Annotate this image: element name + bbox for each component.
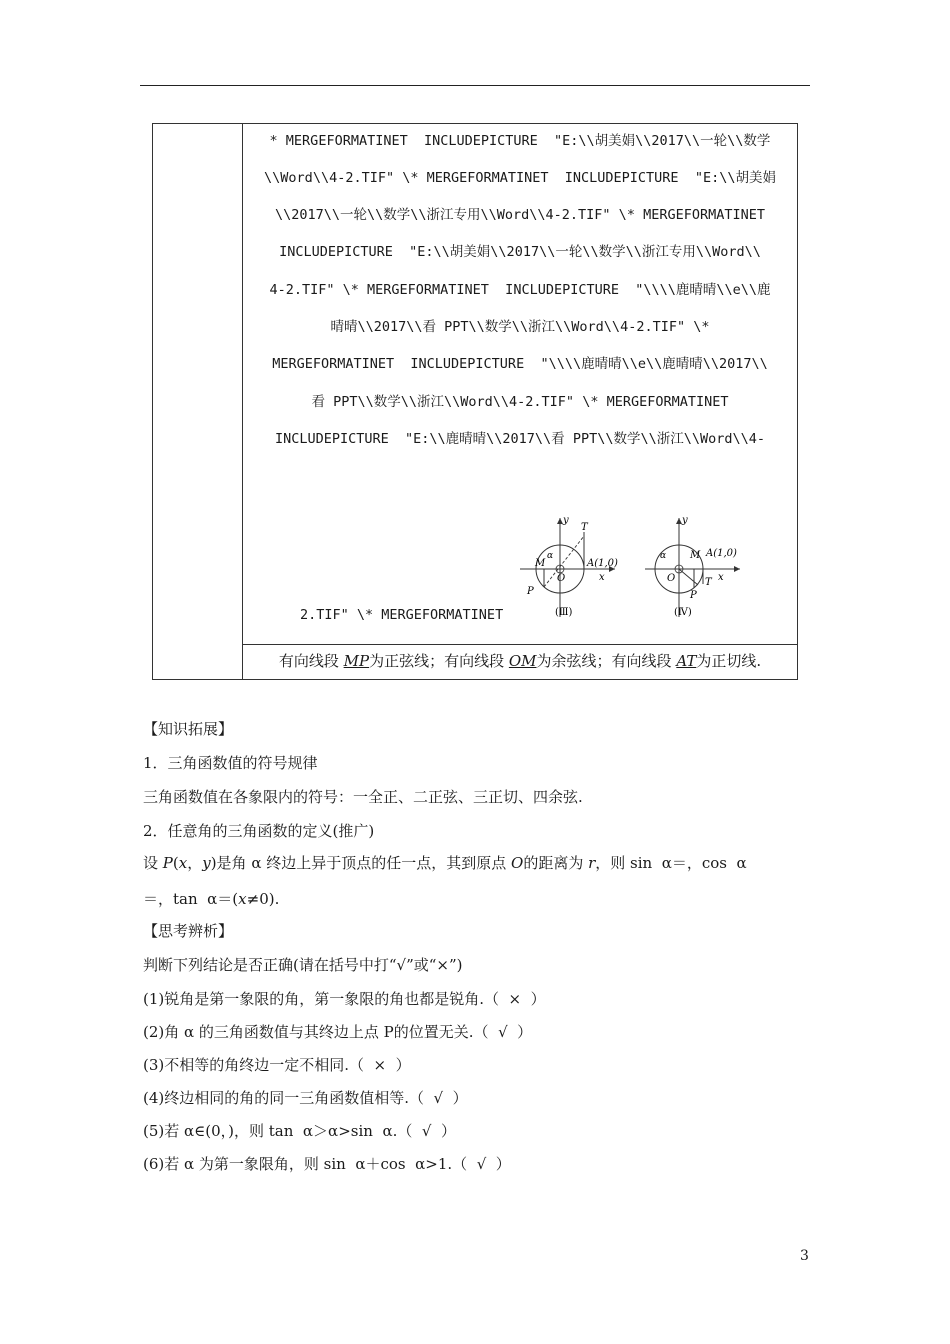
judgement-item: (2)角 α 的三角函数值与其终边上点 P的位置无关.（ √ ）	[143, 1023, 533, 1041]
field-code-line: 4-2.TIF" \* MERGEFORMATINET INCLUDEPICTURE "\\\\鹿晴晴\\e\\鹿	[269, 282, 771, 298]
text: 设	[143, 854, 163, 872]
unit-circle-figure-3	[515, 512, 625, 627]
unit-circle-figure-4	[640, 512, 750, 627]
point-m-label: M	[690, 550, 701, 561]
field-code-line: INCLUDEPICTURE "E:\\鹿晴晴\\2017\\看 PPT\\数学\\浙江\\Word\\4-	[274, 431, 765, 447]
section-title: 【知识拓展】	[143, 720, 234, 738]
table-caption	[240, 650, 800, 671]
field-code-line: 晴晴\\2017\\看 PPT\\数学\\浙江\\Word\\4-2.TIF" \*	[330, 319, 710, 335]
definition-line	[143, 888, 279, 909]
section-title: 【思考辨析】	[143, 922, 234, 940]
item-body: 三角函数值在各象限内的符号：一全正、二正弦、三正切、四余弦.	[143, 788, 583, 806]
point-t-label: T	[581, 522, 588, 533]
judgement-item: (5)若 α∈(0，)，则 tan α＞α>sin α.（ √ ）	[143, 1122, 456, 1140]
y-axis-label: y	[563, 515, 569, 526]
field-code-line: \\Word\\4-2.TIF" \* MERGEFORMATINET INCLUDEPICTURE "E:\\胡美娟	[264, 170, 776, 186]
point-m-label: M	[535, 558, 546, 569]
angle-alpha-label: α	[547, 551, 554, 561]
figure-label: (Ⅳ)	[674, 607, 692, 618]
field-code-tail: 2.TIF" \* MERGEFORMATINET	[300, 607, 504, 623]
item-title: 1．三角函数值的符号规律	[143, 754, 318, 772]
field-code-line: \\2017\\一轮\\数学\\浙江专用\\Word\\4-2.TIF" \* MERGEFORMATINET	[274, 207, 765, 223]
header-rule	[140, 85, 810, 86]
origin-label: O	[667, 573, 676, 584]
x-axis-label: x	[718, 572, 724, 583]
judgement-item: (1)锐角是第一象限的角，第一象限的角也都是锐角.（ × ）	[143, 990, 546, 1008]
text: 的距离为	[523, 854, 589, 872]
var-p: P	[162, 854, 173, 872]
origin-label: O	[557, 573, 566, 584]
judgement-item: (3)不相等的角终边一定不相同.（ × ）	[143, 1056, 411, 1074]
field-code-line: 看 PPT\\数学\\浙江\\Word\\4-2.TIF" \* MERGEFORMATINET	[311, 394, 729, 410]
caption-text: 有向线段	[278, 652, 344, 670]
field-code-line: MERGEFORMATINET INCLUDEPICTURE "\\\\鹿晴晴\\e\\鹿晴晴\\2017\\	[272, 356, 768, 372]
caption-text: 为正弦线；有向线段	[369, 652, 509, 670]
judge-intro: 判断下列结论是否正确(请在括号中打“√”或“×”)	[143, 956, 463, 974]
caption-text: 为余弦线；有向线段	[536, 652, 677, 670]
definition-line	[143, 852, 747, 873]
text: (	[172, 854, 179, 872]
var-o: O	[511, 854, 524, 872]
judgement-item: (4)终边相同的角的同一三角函数值相等.（ √ ）	[143, 1089, 468, 1107]
point-a-label: A(1,0)	[706, 548, 737, 559]
text: )是角 α 终边上异于顶点的任一点，其到原点	[210, 854, 511, 872]
page-number: 3	[800, 1248, 809, 1264]
caption-text: 为正切线.	[696, 652, 762, 670]
var-x: x	[238, 890, 247, 908]
field-code-line: * MERGEFORMATINET INCLUDEPICTURE "E:\\胡美娟\\2017\\一轮\\数学	[269, 133, 771, 149]
field-code-line: INCLUDEPICTURE "E:\\胡美娟\\2017\\一轮\\数学\\浙江专用\\Word\\	[279, 244, 761, 260]
point-t-label: T	[705, 577, 712, 588]
judgement-item: (6)若 α 为第一象限角，则 sin α＋cos α>1.（ √ ）	[143, 1155, 511, 1173]
text: ＝，tan α＝(	[143, 890, 239, 908]
figure-label: (Ⅲ)	[555, 607, 573, 618]
x-axis-label: x	[599, 572, 605, 583]
var-y: y	[202, 854, 211, 872]
segment-om: OM	[508, 652, 537, 670]
var-x: x	[178, 854, 188, 872]
table-row-divider	[242, 644, 797, 645]
var-r: r	[588, 854, 596, 872]
text: ，	[187, 854, 203, 872]
text: ，则 sin α＝，cos α	[595, 854, 747, 872]
point-a-label: A(1,0)	[587, 558, 618, 569]
point-p-label: P	[690, 590, 697, 601]
segment-at: AT	[676, 652, 697, 670]
item-title: 2．任意角的三角函数的定义(推广)	[143, 822, 375, 840]
segment-mp: MP	[343, 652, 370, 670]
angle-alpha-label: α	[660, 551, 667, 561]
y-axis-label: y	[682, 515, 688, 526]
text: ≠0).	[246, 890, 280, 908]
point-p-label: P	[527, 586, 534, 597]
